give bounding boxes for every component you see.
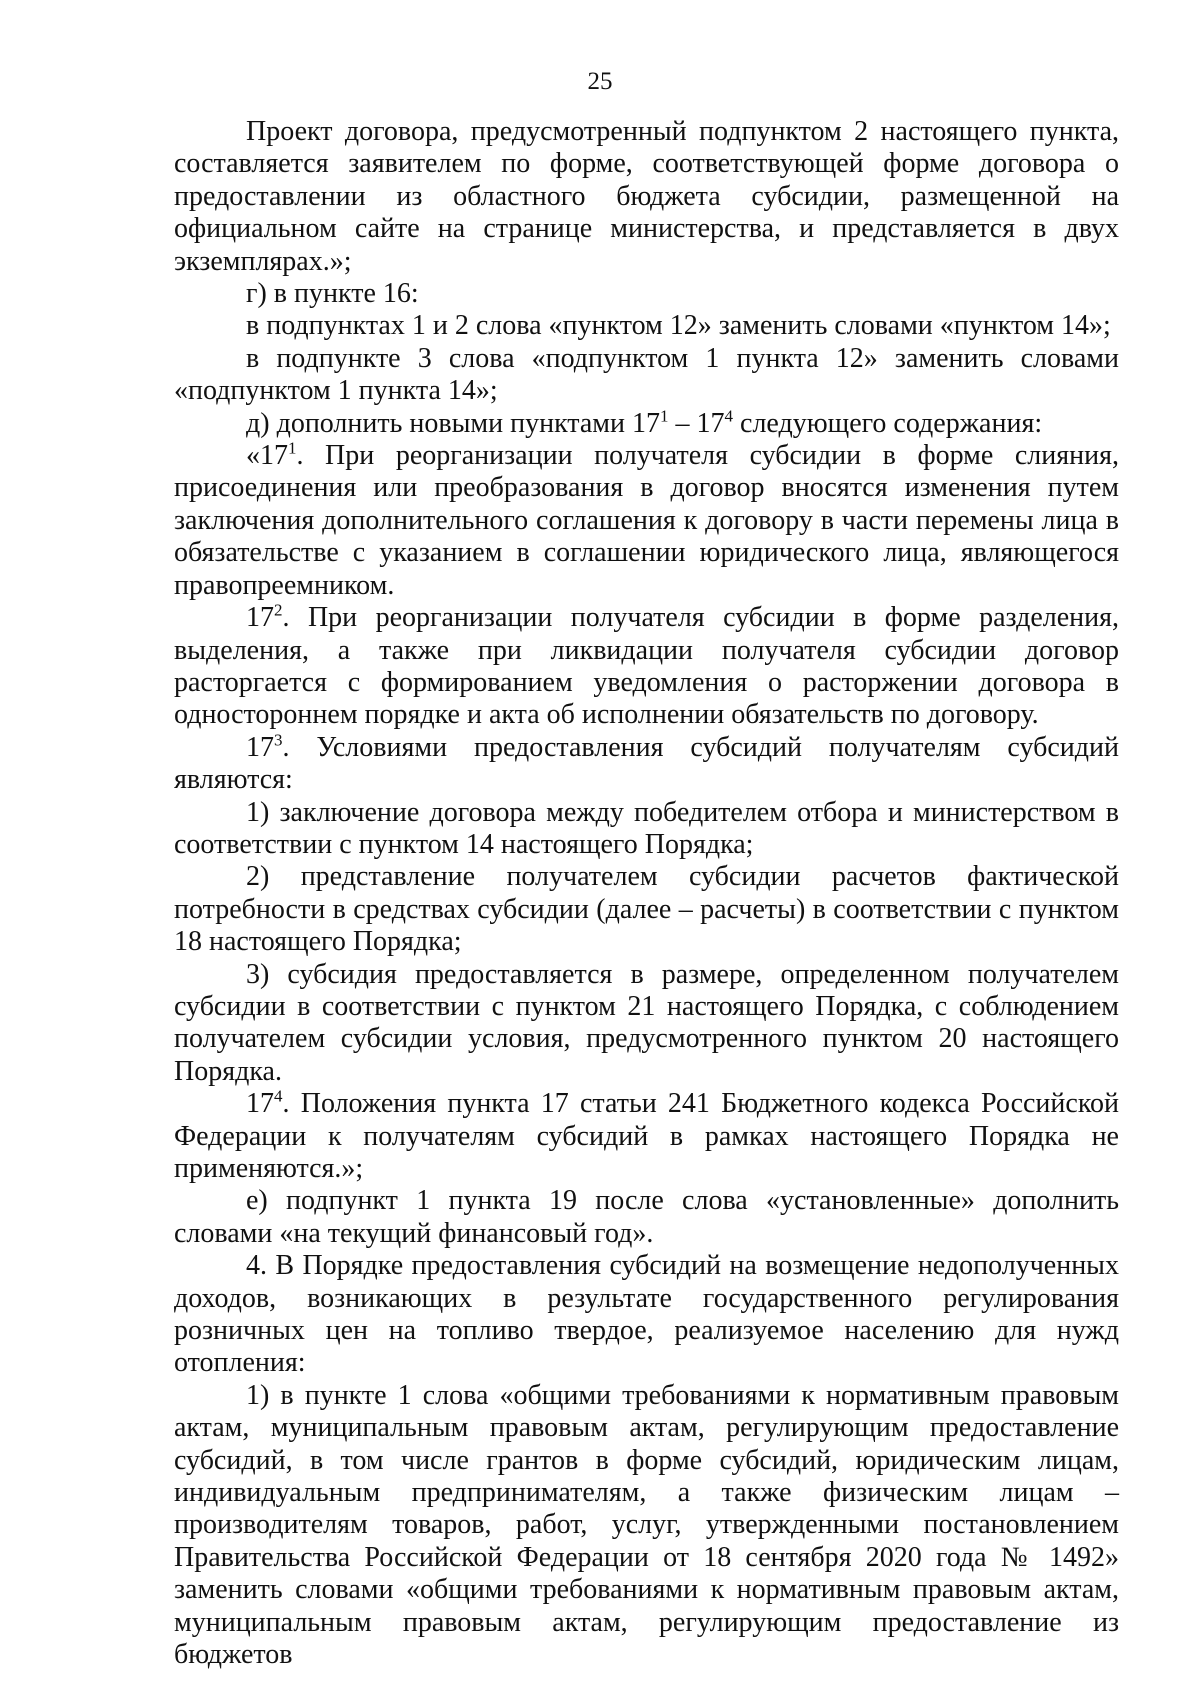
paragraph xyxy=(174,440,1119,602)
paragraph xyxy=(174,959,1119,1089)
text-segment: – 17 xyxy=(668,407,725,439)
paragraph xyxy=(174,732,1119,797)
paragraph xyxy=(174,1088,1119,1185)
text-segment: 1) в пункте 1 слова «общими требованиями к нормативным правовым актам, муниципальным правовым актам, регулирующим предоставление субсидий, в том числе грантов в форме субсидий, юридическим лицам, индивидуальным предпринимателям, а также физическим лицам – производителям товаров, работ, услуг, утвержденными постановлением Правительства Российской Федерации от 18 сентября 2020 года № 1492» заменить словами «общими требованиями к нормативным правовым актам, муниципальным правовым актам, регулирующим предоставление из бюджетов xyxy=(174,1379,1119,1671)
text-segment: 4. В Порядке предоставления субсидий на возмещение недополученных доходов, возникающих в результате государственного регулирования розничных цен на топливо твердое, реализуемое населению для нужд отопления: xyxy=(174,1250,1119,1379)
paragraph xyxy=(174,861,1119,958)
page-number: 25 xyxy=(587,68,613,95)
paragraph xyxy=(174,116,1119,278)
superscript: 1 xyxy=(288,438,297,458)
text-segment: . При реорганизации получателя субсидии в форме слияния, присоединения или преобразования в договор вносятся изменения путем заключения дополнительного соглашения к договору в части перемены лица в обязательстве с указанием в соглашении юридического лица, являющегося правопреемником. xyxy=(174,440,1119,601)
paragraph xyxy=(174,1380,1119,1672)
paragraph xyxy=(174,343,1119,408)
text-segment: . При реорганизации получателя субсидии в форме разделения, выделения, а также при ликвидации получателя субсидии договор расторгается с формированием уведомления о расторжении договора в одностороннем порядке и акта об исполнении обязательств по договору. xyxy=(174,602,1119,731)
paragraph xyxy=(174,602,1119,732)
text-segment: 2) представление получателем субсидии расчетов фактической потребности в средствах субсидии (далее – расчеты) в соответствии с пунктом 18 настоящего Порядка; xyxy=(174,861,1119,958)
document-body xyxy=(174,116,1119,1672)
text-segment: в подпунктах 1 и 2 слова «пунктом 12» заменить словами «пунктом 14»; xyxy=(246,310,1111,342)
paragraph xyxy=(174,1250,1119,1380)
superscript: 1 xyxy=(660,406,669,426)
text-segment: е) подпункт 1 пункта 19 после слова «установленные» дополнить словами «на текущий финансовый год». xyxy=(174,1185,1119,1249)
text-segment: . Положения пункта 17 статьи 241 Бюджетного кодекса Российской Федерации к получателям субсидий в рамках настоящего Порядка не применяются.»; xyxy=(174,1088,1119,1184)
text-segment: 17 xyxy=(246,731,274,763)
superscript: 4 xyxy=(724,406,734,426)
text-segment: 3) субсидия предоставляется в размере, определенном получателем субсидии в соответствии с пунктом 21 настоящего Порядка, с соблюдением получателем субсидии условия, предусмотренного пунктом 20 настоящего Порядка. xyxy=(174,958,1119,1087)
paragraph xyxy=(174,1185,1119,1250)
paragraph xyxy=(174,797,1119,862)
text-segment: 17 xyxy=(246,1088,274,1120)
superscript: 4 xyxy=(274,1086,283,1106)
text-segment: 1) заключение договора между победителем отбора и министерством в соответствии с пунктом 14 настоящего Порядка; xyxy=(174,796,1119,860)
text-segment: в подпункте 3 слова «подпунктом 1 пункта 12» заменить словами «подпунктом 1 пункта 14»; xyxy=(174,342,1119,407)
text-segment: . Условиями предоставления субсидий получателям субсидий являются: xyxy=(174,731,1119,796)
text-segment: Проект договора, предусмотренный подпунктом 2 настоящего пункта, составляется заявителем по форме, соответствующей форме договора о предоставлении из областного бюджета субсидии, размещенной на официальном сайте на странице министерства, и представляется в двух экземплярах.»; xyxy=(174,116,1119,277)
text-segment: 17 xyxy=(246,602,274,634)
paragraph xyxy=(174,278,1119,310)
text-segment: «17 xyxy=(246,440,288,472)
paragraph xyxy=(174,310,1119,342)
text-segment: следующего содержания: xyxy=(733,407,1043,439)
superscript: 2 xyxy=(274,600,283,620)
superscript: 3 xyxy=(274,730,283,750)
paragraph xyxy=(174,408,1119,440)
text-segment: г) в пункте 16: xyxy=(246,278,419,310)
text-segment: д) дополнить новыми пунктами 17 xyxy=(246,407,661,439)
